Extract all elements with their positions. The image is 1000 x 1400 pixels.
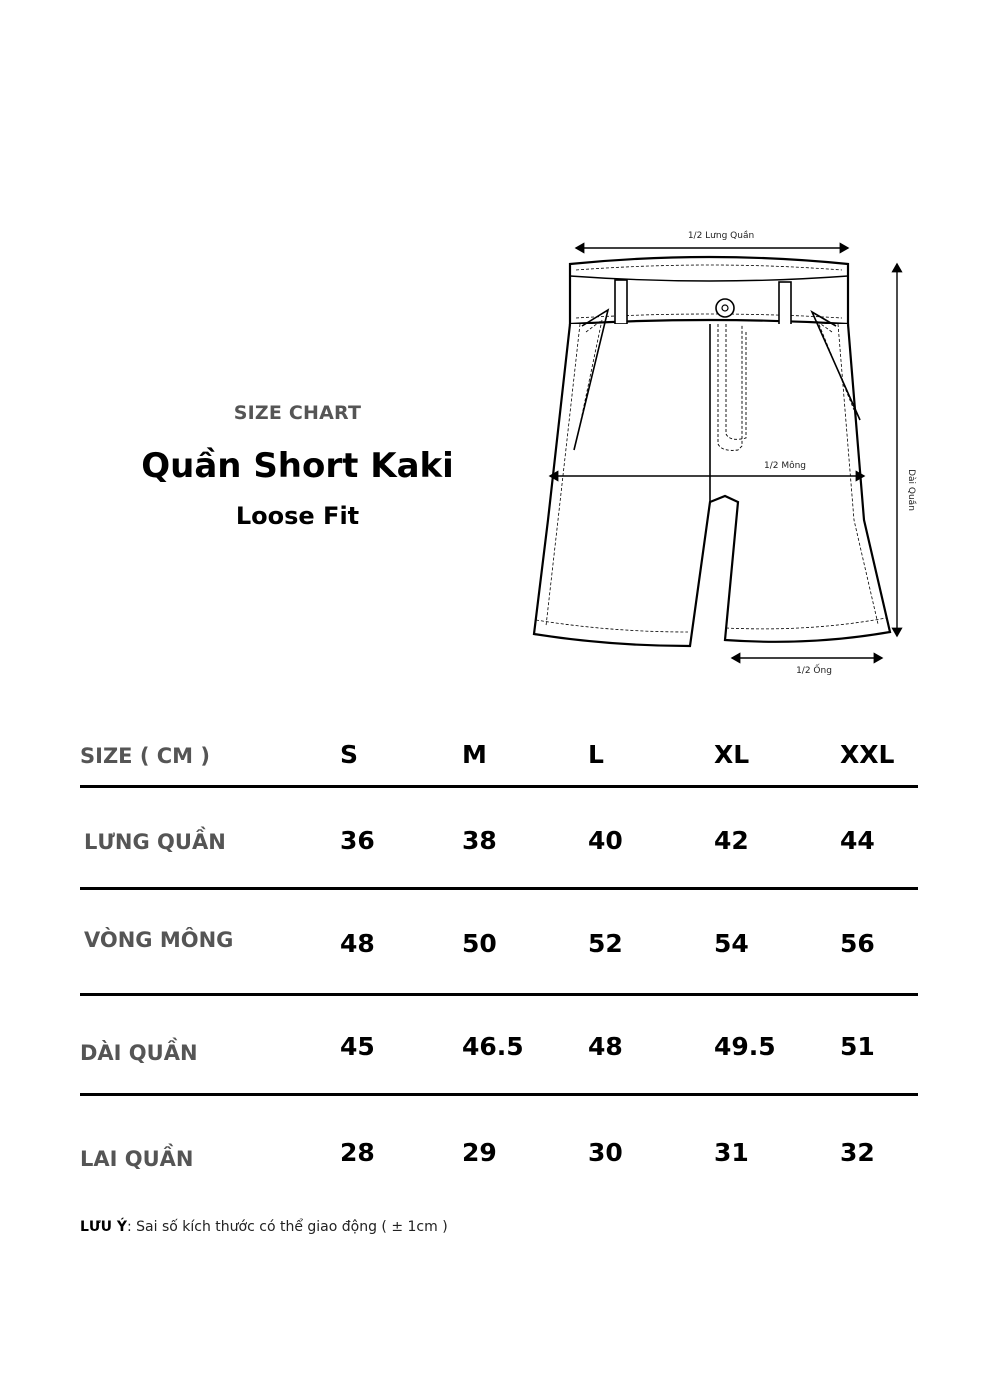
table-cell: 40: [588, 826, 623, 855]
row-label-hip: VÒNG MÔNG: [84, 928, 234, 952]
table-divider: [80, 887, 918, 890]
row-label-leg-opening: LAI QUẦN: [80, 1147, 194, 1171]
fit-subtitle: Loose Fit: [235, 502, 360, 530]
table-cell: 45: [340, 1032, 375, 1061]
belt-loop-right: [779, 282, 791, 326]
table-cell: 31: [714, 1138, 749, 1167]
table-cell: 30: [588, 1138, 623, 1167]
size-unit-label: SIZE ( CM ): [80, 744, 210, 768]
product-title: Quần Short Kaki: [141, 446, 454, 486]
table-divider: [80, 1093, 918, 1096]
table-cell: 48: [588, 1032, 623, 1061]
waistband: [570, 257, 848, 324]
shorts-diagram: [520, 220, 940, 680]
table-cell: 38: [462, 826, 497, 855]
table-cell: 32: [840, 1138, 875, 1167]
hip-dimension-label: 1/2 Mông: [763, 461, 807, 471]
table-cell: 49.5: [714, 1032, 776, 1061]
table-cell: 52: [588, 929, 623, 958]
size-column-xxl: XXL: [840, 740, 895, 769]
table-cell: 50: [462, 929, 497, 958]
table-cell: 44: [840, 826, 875, 855]
size-table: [80, 740, 918, 1171]
table-cell: 51: [840, 1032, 875, 1061]
table-cell: 36: [340, 826, 375, 855]
table-cell: 29: [462, 1138, 497, 1167]
table-cell: 42: [714, 826, 749, 855]
table-cell: 48: [340, 929, 375, 958]
row-label-length: DÀI QUẦN: [80, 1041, 198, 1065]
size-column-s: S: [340, 740, 359, 769]
note-text: : Sai số kích thước có thể giao động ( ± 1cm ): [127, 1219, 448, 1235]
tolerance-note: [80, 1219, 448, 1235]
table-cell: 56: [840, 929, 875, 958]
row-label-waist: LƯNG QUẦN: [84, 830, 226, 854]
shorts-illustration: [520, 220, 940, 680]
table-cell: 46.5: [462, 1032, 524, 1061]
table-cell: 54: [714, 929, 749, 958]
shorts-body: [534, 324, 890, 646]
size-header-row: [80, 740, 918, 788]
table-divider: [80, 785, 918, 788]
leg-dimension-label: 1/2 Ống: [796, 666, 832, 676]
belt-loop-left: [615, 280, 627, 324]
table-divider: [80, 993, 918, 996]
size-column-m: M: [462, 740, 487, 769]
size-chart-eyebrow: SIZE CHART: [233, 402, 362, 424]
length-dimension-label: Dài Quần: [906, 469, 916, 511]
note-prefix: LƯU Ý: [80, 1219, 127, 1235]
waist-dimension-label: 1/2 Lưng Quần: [687, 231, 755, 241]
size-column-l: L: [588, 740, 604, 769]
size-column-xl: XL: [714, 740, 750, 769]
table-cell: 28: [340, 1138, 375, 1167]
